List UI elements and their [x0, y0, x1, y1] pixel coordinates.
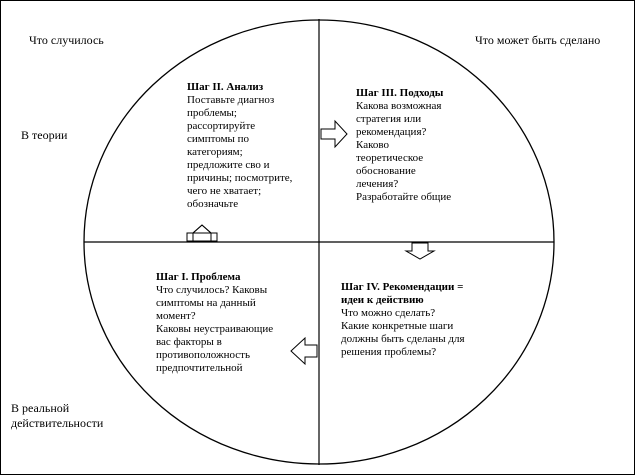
step-3-line: Какова возможная	[356, 100, 442, 112]
step-2-line: предложите сво и	[187, 159, 270, 171]
step-2-line: причины; посмотрите,	[187, 172, 293, 184]
step-1-line: симптомы на данный	[156, 297, 256, 309]
step-4-line: решения проблемы?	[341, 346, 437, 358]
step-3-title: Шаг III. Подходы	[356, 87, 444, 99]
step-3-line: рекомендация?	[356, 126, 427, 138]
step-4-line: Какие конкретные шаги	[341, 320, 454, 332]
step-2-line: категориям;	[187, 146, 243, 158]
step-1-line: предпочтительной	[156, 362, 243, 374]
step-1-title: Шаг I. Проблема	[156, 271, 241, 283]
step-2-title: Шаг II. Анализ	[187, 81, 264, 93]
step-2-analysis	[187, 81, 317, 211]
step-1-line: Что случилось? Каковы	[156, 284, 268, 296]
label-in-reality-1: В реальной	[11, 401, 70, 415]
step-4-recommendations	[341, 281, 511, 359]
step-4-title: идеи к действию	[341, 294, 424, 306]
step-3-line: стратегия или	[356, 113, 422, 125]
label-in-reality-2: действительности	[11, 416, 104, 430]
step-3-line: обоснование	[356, 165, 416, 177]
step-3-line: лечения?	[356, 178, 399, 190]
step-3-line: Разработайте общие	[356, 191, 452, 203]
step-2-line: симптомы по	[187, 133, 250, 145]
arrow-up-icon	[187, 225, 217, 241]
arrow-right-icon	[321, 121, 347, 147]
step-2-line: Поставьте диагноз	[187, 94, 275, 106]
step-3-line: Каково	[356, 139, 389, 151]
step-2-line: чего не хватает;	[187, 185, 262, 197]
step-3-approaches	[356, 87, 486, 204]
step-4-line: должны быть сделаны для	[341, 333, 465, 345]
step-2-line: обозначьте	[187, 198, 239, 210]
label-what-can-be-done: Что может быть сделано	[475, 33, 601, 47]
arrow-down-icon	[406, 243, 434, 259]
step-3-line: теоретическое	[356, 152, 424, 164]
step-2-line: проблемы;	[187, 107, 237, 119]
step-1-line: момент?	[156, 310, 196, 322]
step-1-line: вас факторы в	[156, 336, 222, 348]
step-1-line: Каковы неустраивающие	[156, 323, 274, 335]
step-4-line: Что можно сделать?	[341, 307, 436, 319]
step-4-title: Шаг IV. Рекомендации =	[341, 281, 464, 293]
step-1-line: противоположность	[156, 349, 250, 361]
cycle-diagram	[1, 1, 635, 476]
step-2-line: рассортируйте	[187, 120, 256, 132]
label-what-happened: Что случилось	[29, 33, 104, 47]
step-1-problem	[156, 271, 316, 375]
label-in-theory: В теории	[21, 128, 68, 142]
